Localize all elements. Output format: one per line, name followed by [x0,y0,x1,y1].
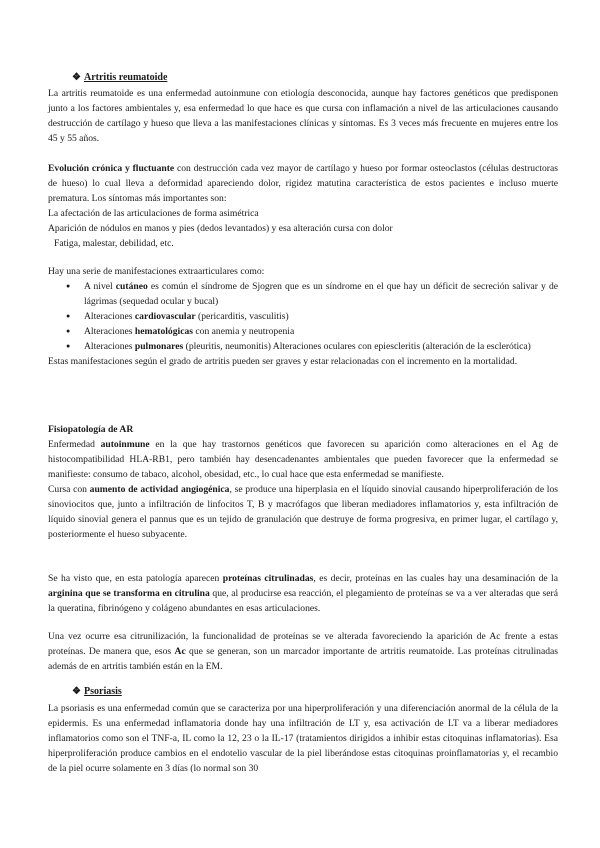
paragraph: Cursa con aumento de actividad angiogénica, se produce una hiperplasia en el líquido sinovial causando hiperproliferación de los sinoviocitos que, junto a infiltración de linfocitos T, B y macrófagos que liberan mediadores inflamatorios y, esta infiltración de líquido sinovial genera el pannus que es un tejido de granulación que destruye de forma progresiva, en primer lugar, el cartílago y, posteriormente el hueso subyacente. [48,484,558,540]
diamond-bullet-icon: ❖ [72,686,81,697]
section-heading-artritis [72,72,167,83]
paragraph: Enfermedad autoinmune en la que hay trastornos genéticos que favorecen su aparición como alteraciones en el Ag de histocompatibilidad HLA-RB1, pero también hay desencadenantes ambientales que pueden favorecer que la enfermedad se manifieste: consumo de tabaco, alcohol, obesidad, etc., lo cual hace que esta enfermedad se manifieste. [48,439,558,480]
paragraph-closing: Estas manifestaciones según el grado de artritis pueden ser graves y estar relacionadas con el incremento en la mortalidad. [48,356,518,367]
diamond-bullet-icon: ❖ [72,72,81,83]
list-item: ● Alteraciones cardiovascular (pericarditis, vasculitis) [48,309,558,324]
symptom-line: La afectación de las articulaciones de forma asimétrica [48,208,259,219]
list-item: ● Alteraciones hematológicas con anemia y neutropenia [48,324,558,339]
paragraph-intro: La artritis reumatoide es una enfermedad autoinmune con etiología desconocida, aunque hay factores genéticos que predisponen junto a los factores ambientales y, esa enfermedad lo que hace es que cursa con inflamación a nivel de las articulaciones causando destrucción de cartílago y hueso que lleva a las manifestaciones clínicas y síntomas. Es 3 veces más frecuente en mujeres entre los 45 y 55 años. [48,88,558,144]
list-item: ● Alteraciones pulmonares (pleuritis, neumonitis) Alteraciones oculares con epiescleritis (alteración de la esclerótica) [48,339,558,354]
paragraph-psoriasis: La psoriasis es una enfermedad común que se caracteriza por una hiperproliferación y una diferenciación anormal de la célula de la epidermis. Es una enfermedad inflamatoria donde hay una infiltración de LT y, esa activación de LT va a liberar mediadores inflamatorios como son el TNF-a, IL como la 12, 23 o la IL-17 (tratamientos dirigidos a inhibir estas citoquinas inflamatorias). Esa hiperproliferación produce cambios en el endotelio vascular de la piel liberándose estas citoquinas proinflamatorias y, el recambio de la piel ocurre solamente en 3 días (lo normal son 30 [48,703,558,774]
symptom-line: Aparición de nódulos en manos y pies (dedos levantados) y esa alteración cursa con dolor [48,223,393,234]
section-heading-psoriasis [72,686,122,697]
list-intro: Hay una serie de manifestaciones extraarticulares como: [48,266,265,277]
paragraph-citrulinadas: Se ha visto que, en esta patología aparecen proteínas citrulinadas, es decir, proteínas en las cuales hay una desaminación de la arginina que se transforma en citrulina que, al producirse esa reacción, el plegamiento de proteínas se va a ver alteradas que será la queratina, fibrinógeno y colágeno abundantes en esas articulaciones. [48,573,558,614]
paragraph-citrunilizacion: Una vez ocurre esa citrunilización, la funcionalidad de proteínas se ve alterada favoreciendo la aparición de Ac frente a estas proteínas. De manera que, esos Ac que se generan, son un marcador importante de artritis reumatoide. Las proteínas citrulinadas además de en artritis también están en la EM. [48,631,558,672]
section-title: Artritis reumatoide [84,72,168,83]
manifestations-list [48,279,558,354]
section-title: Fisiopatología de AR [48,424,134,435]
paragraph-evolution: Evolución crónica y fluctuante con destrucción cada vez mayor de cartílago y hueso por formar osteoclastos (células destructoras de hueso) lo cual lleva a deformidad apareciendo dolor, rigidez matutina característica de estos pacientes e incluso muerte prematura. Los síntomas más importantes son: La afectación de las articulaciones de forma asimétrica Aparición de nódulos en manos y pies (dedos levantados) y esa alteración cursa con dolor Fatiga, malestar, debilidad, etc. [48,163,558,249]
section-title: Psoriasis [84,686,122,697]
extraarticular-block [48,264,558,369]
list-item: ● A nivel cutáneo es común el síndrome de Sjogren que es un síndrome en el que hay un déficit de secreción salivar y de lágrimas (sequedad ocular y bucal) [48,279,558,309]
symptom-line: Fatiga, malestar, debilidad, etc. [54,238,174,249]
bold-term: Evolución crónica y fluctuante [48,163,175,174]
section-fisiopatologia [48,422,558,542]
